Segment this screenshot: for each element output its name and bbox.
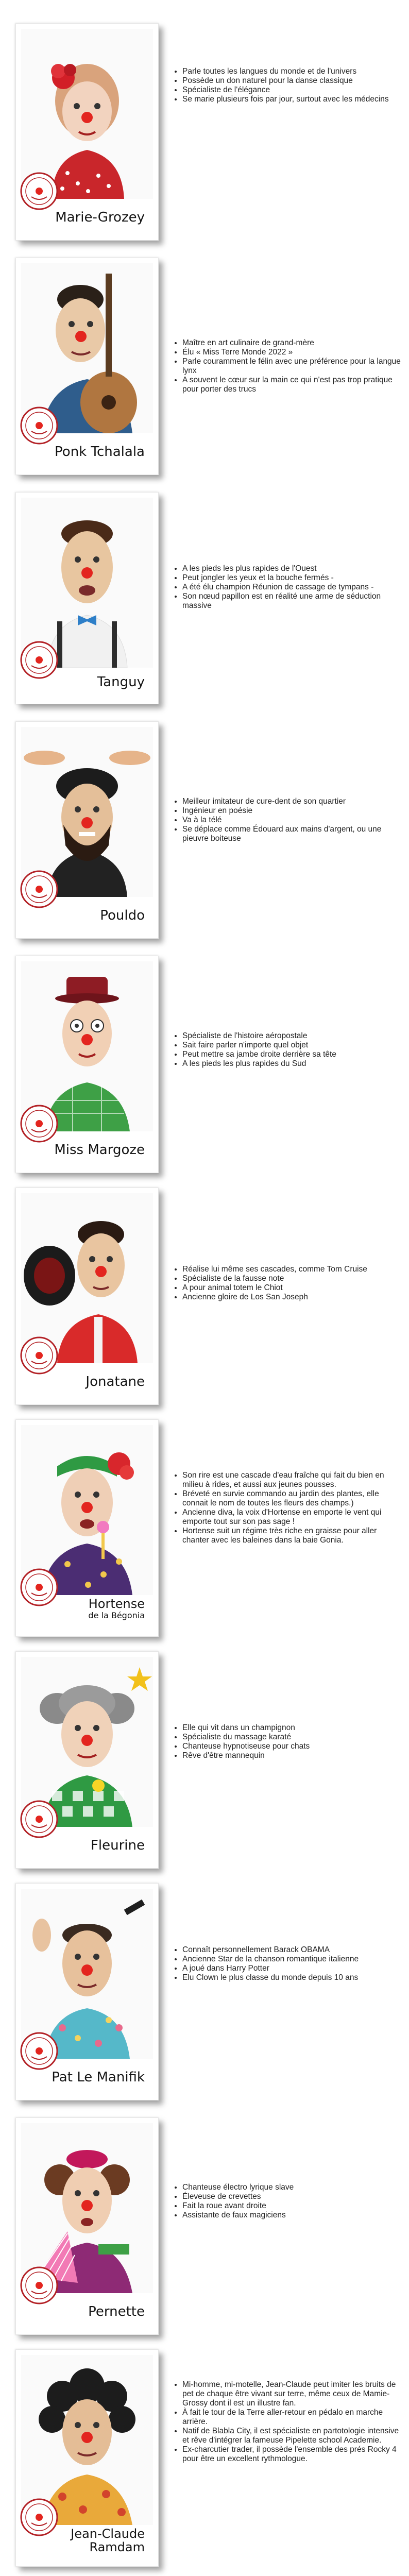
trait-item: • Maître en art culinaire de grand-mère bbox=[182, 338, 404, 348]
clown-name: Jean-Claude Ramdam bbox=[71, 2527, 145, 2554]
trait-item: • Chanteuse hypnotiseuse pour chats bbox=[182, 1742, 404, 1751]
traits-list bbox=[173, 1471, 404, 1545]
traits-list bbox=[173, 1265, 404, 1302]
trait-item: • Se déplace comme Édouard aux mains d'argent, ou une pieuvre boiteuse bbox=[182, 825, 404, 843]
trait-item: • Spécialiste de l'élégance bbox=[182, 86, 404, 95]
trait-item: • Elle qui vit dans un champignon bbox=[182, 1723, 404, 1733]
trait-item: • Ancienne gloire de Los San Joseph bbox=[182, 1293, 404, 1302]
profile-card bbox=[15, 23, 159, 241]
traits-list bbox=[173, 2183, 404, 2220]
traits-list bbox=[173, 797, 404, 843]
trait-item: • Fait la roue avant droite bbox=[182, 2201, 404, 2211]
traits-list bbox=[173, 67, 404, 104]
trait-item: • Parle toutes les langues du monde et de l'univers bbox=[182, 67, 404, 76]
profile-card bbox=[15, 258, 159, 475]
trait-item: • Son nœud papillon est en réalité une arme de séduction massive bbox=[182, 592, 404, 611]
traits-list bbox=[173, 338, 404, 394]
clown-name: Pouldo bbox=[100, 908, 145, 923]
clown-name: Marie-Grozey bbox=[55, 210, 145, 225]
trait-item: • A été élu champion Réunion de cassage de tympans - bbox=[182, 583, 404, 592]
company-badge-logo bbox=[20, 406, 58, 445]
trait-item: • Bréveté en survie commando au jardin des plantes, elle connait le nom de toutes les fleurs des champs.) bbox=[182, 1489, 404, 1508]
profile-card bbox=[15, 1419, 159, 1637]
profile-card bbox=[15, 1651, 159, 1869]
traits-list bbox=[173, 1723, 404, 1760]
clown-name: Fleurine bbox=[90, 1838, 145, 1853]
profile-card bbox=[15, 721, 159, 939]
trait-item: • Chanteuse électro lyrique slave bbox=[182, 2183, 404, 2192]
trait-item: • Parle couramment le félin avec une préférence pour la langue lynx bbox=[182, 357, 404, 376]
clown-name: Pernette bbox=[88, 2304, 145, 2319]
clown-name: Pat Le Manifik bbox=[52, 2070, 145, 2085]
clown-name: Jonatane bbox=[86, 1374, 145, 1389]
trait-item: • Réalise lui même ses cascades, comme Tom Cruise bbox=[182, 1265, 404, 1274]
trait-item: • Ancienne diva, la voix d'Hortense en emporte le vent qui emporte tout sur son pas sage ! bbox=[182, 1508, 404, 1527]
trait-item: • A joué dans Harry Potter bbox=[182, 1964, 404, 1973]
clown-name: Miss Margoze bbox=[54, 1142, 145, 1158]
trait-item: • Natif de Blabla City, il est spécialiste en partotologie intensive et rêve d'intégrer la fameuse Pipelette school Academie. bbox=[182, 2427, 404, 2445]
trait-item: • Mi-homme, mi-motelle, Jean-Claude peut imiter les bruits de pet de chaque être vivant sur terre, même ceux de Mamie-Grossy dont il est un illustre fan. bbox=[182, 2380, 404, 2408]
traits-list bbox=[173, 564, 404, 611]
trait-item: • Possède un don naturel pour la danse classique bbox=[182, 76, 404, 86]
trait-item: • Va à la télé bbox=[182, 816, 404, 825]
trait-item: • Son rire est une cascade d'eau fraîche qui fait du bien en milieu à rides, et aussi aux jeunes pousses. bbox=[182, 1471, 404, 1489]
profile-card bbox=[15, 492, 159, 704]
trait-item: • Élu « Miss Terre Monde 2022 » bbox=[182, 348, 404, 357]
trait-item: • Elu Clown le plus classe du monde depuis 10 ans bbox=[182, 1973, 404, 1982]
trait-item: • Peut mettre sa jambe droite derrière sa tête bbox=[182, 1050, 404, 1059]
trait-item: • Ancienne Star de la chanson romantique italienne bbox=[182, 1955, 404, 1964]
trait-item: • Connaît personnellement Barack OBAMA bbox=[182, 1945, 404, 1955]
company-badge-logo bbox=[20, 1800, 58, 1838]
traits-list bbox=[173, 1031, 404, 1069]
traits-list bbox=[173, 1945, 404, 1982]
trait-item: • A les pieds les plus rapides du Sud bbox=[182, 1059, 404, 1069]
trait-item: • Hortense suit un régime très riche en graisse pour aller chanter avec les baleines dans la baie Gonia. bbox=[182, 1527, 404, 1545]
trait-item: • Spécialiste de la fausse note bbox=[182, 1274, 404, 1283]
company-badge-logo bbox=[20, 870, 58, 908]
company-badge-logo bbox=[20, 2032, 58, 2070]
trait-item: • Ex-charcutier trader, il possède l'ensemble des prés Rocky 4 pour être un excellent rythmologue. bbox=[182, 2445, 404, 2464]
trait-item: • Ingénieur en poésie bbox=[182, 806, 404, 816]
trait-item: • Meilleur imitateur de cure-dent de son quartier bbox=[182, 797, 404, 806]
company-badge-logo bbox=[20, 2266, 58, 2304]
trait-item: • Éleveuse de crevettes bbox=[182, 2192, 404, 2201]
company-badge-logo bbox=[20, 1105, 58, 1143]
company-badge-logo bbox=[20, 1336, 58, 1375]
profile-card bbox=[15, 1188, 159, 1405]
trait-item: • Se marie plusieurs fois par jour, surtout avec les médecins bbox=[182, 95, 404, 104]
traits-list bbox=[173, 2380, 404, 2464]
trait-item: • Spécialiste de l'histoire aéropostale bbox=[182, 1031, 404, 1041]
trait-item: • Spécialiste du massage karaté bbox=[182, 1733, 404, 1742]
company-badge-logo bbox=[20, 172, 58, 210]
trait-item: • A pour animal totem le Chiot bbox=[182, 1283, 404, 1293]
trait-item: • A les pieds les plus rapides de l'Ouest bbox=[182, 564, 404, 573]
company-badge-logo bbox=[20, 2498, 58, 2536]
company-badge-logo bbox=[20, 641, 58, 679]
trait-item: • Peut jongler les yeux et la bouche fermés - bbox=[182, 573, 404, 583]
clown-name: Ponk Tchalala bbox=[55, 444, 145, 460]
trait-item: • À fait le tour de la Terre aller-retour en pédalo en marche arrière. bbox=[182, 2408, 404, 2427]
trait-item: • A souvent le cœur sur la main ce qui n'est pas trop pratique pour porter des trucs bbox=[182, 376, 404, 394]
profile-card bbox=[15, 2349, 159, 2567]
trait-item: • Assistante de faux magiciens bbox=[182, 2211, 404, 2220]
company-badge-logo bbox=[20, 1568, 58, 1606]
profile-card bbox=[15, 1883, 159, 2100]
profile-card bbox=[15, 2117, 159, 2335]
clown-name: Hortense de la Bégonia bbox=[88, 1597, 145, 1620]
trait-item: • Rêve d'être mannequin bbox=[182, 1751, 404, 1760]
profile-card bbox=[15, 956, 159, 1173]
trait-item: • Sait faire parler n'importe quel objet bbox=[182, 1041, 404, 1050]
clown-name: Tanguy bbox=[97, 674, 145, 690]
